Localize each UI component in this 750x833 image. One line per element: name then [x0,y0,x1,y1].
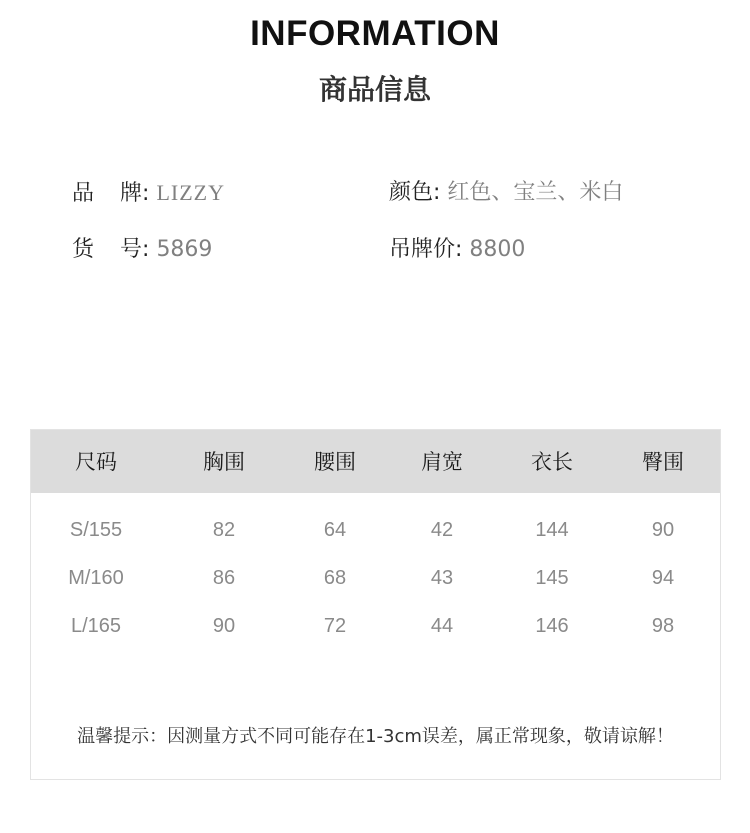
item-number-info [72,235,212,265]
table-cell: 90 [651,519,675,541]
table-cell: 64 [323,519,347,541]
item-number-value: 5869 [156,237,213,262]
measurement-note: 温馨提示：因测量方式不同可能存在1-3cm误差，属正常现象，敬请谅解！ [77,726,674,747]
header-shoulder: 肩宽 [421,450,463,474]
header-bust: 胸围 [203,450,245,474]
header-waist: 腰围 [314,450,356,474]
table-cell: 72 [323,615,347,637]
table-cell: S/155 [69,519,123,541]
table-cell: M/160 [68,567,124,589]
table-cell: 94 [651,567,675,589]
page-title-cn: 商品信息 [318,73,431,106]
table-cell: 42 [430,519,454,541]
header-length: 衣长 [531,450,573,474]
table-cell: 44 [430,615,454,637]
tag-price-label: 吊牌价: [389,237,463,262]
header-size: 尺码 [75,450,117,474]
table-cell: 144 [535,519,569,541]
page-title-en: INFORMATION [250,14,500,53]
color-label: 颜色: [389,180,441,205]
tag-price-value: 8800 [469,237,526,262]
item-number-label: 货 号: [72,237,150,262]
brand-info [72,178,225,209]
color-info [389,178,623,208]
tag-price-info [389,235,525,265]
brand-value: LIZZY [156,180,225,205]
brand-label: 品 牌: [72,181,150,206]
table-cell: 86 [212,567,236,589]
size-table-header [31,430,720,493]
table-cell: 68 [323,567,347,589]
table-cell: 98 [651,615,675,637]
table-cell: 43 [430,567,454,589]
header-hip: 臀围 [642,450,684,474]
table-cell: 145 [535,567,569,589]
table-cell: 146 [535,615,569,637]
table-cell: 90 [212,615,236,637]
table-cell: 82 [212,519,236,541]
table-cell: L/165 [70,615,122,637]
size-table [30,429,721,780]
color-value: 红色、宝兰、米白 [447,180,624,205]
